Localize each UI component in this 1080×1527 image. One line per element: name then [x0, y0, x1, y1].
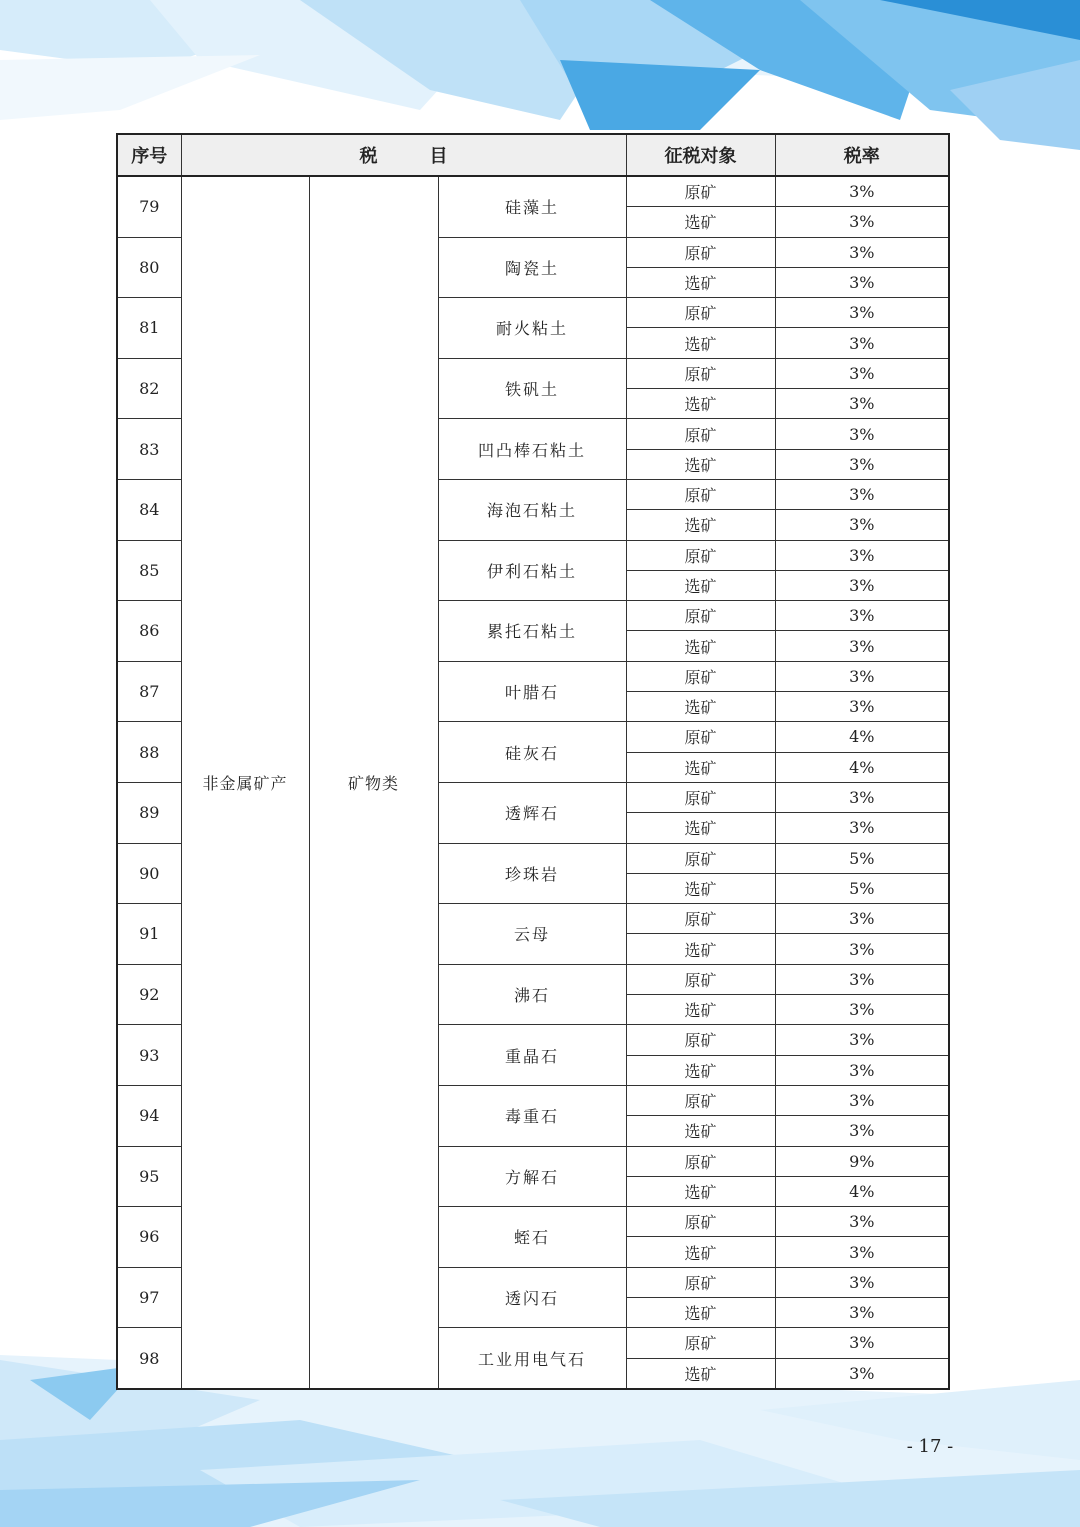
tax-object: 原矿	[626, 601, 775, 631]
tax-object: 原矿	[626, 237, 775, 267]
tax-rate: 9%	[775, 1146, 949, 1176]
tax-rate: 3%	[775, 570, 949, 600]
mineral-name: 凹凸棒石粘土	[438, 419, 626, 480]
row-seq: 88	[117, 722, 181, 783]
tax-rate: 3%	[775, 267, 949, 297]
mineral-name: 重晶石	[438, 1025, 626, 1086]
tax-object: 原矿	[626, 176, 775, 207]
tax-object: 选矿	[626, 934, 775, 964]
table-header-row	[117, 134, 949, 176]
row-seq: 89	[117, 782, 181, 843]
tax-rate: 4%	[775, 722, 949, 752]
tax-rate: 3%	[775, 1358, 949, 1389]
header-seq: 序号	[117, 134, 181, 176]
mineral-tax-table	[116, 133, 950, 1390]
mineral-name: 透辉石	[438, 782, 626, 843]
mineral-name: 叶腊石	[438, 661, 626, 722]
tax-rate: 3%	[775, 207, 949, 237]
header-tax-item-a: 税	[359, 146, 378, 167]
tax-object: 选矿	[626, 752, 775, 782]
row-seq: 79	[117, 176, 181, 237]
mineral-name: 陶瓷土	[438, 237, 626, 298]
mineral-name: 硅灰石	[438, 722, 626, 783]
tax-object: 选矿	[626, 389, 775, 419]
tax-object: 原矿	[626, 904, 775, 934]
tax-object: 选矿	[626, 267, 775, 297]
tax-rate: 5%	[775, 873, 949, 903]
table-row	[117, 176, 949, 207]
mineral-name: 硅藻土	[438, 176, 626, 237]
tax-rate: 3%	[775, 176, 949, 207]
tax-object: 选矿	[626, 510, 775, 540]
tax-object: 原矿	[626, 843, 775, 873]
tax-object: 原矿	[626, 358, 775, 388]
row-seq: 98	[117, 1328, 181, 1389]
tax-object: 原矿	[626, 1085, 775, 1115]
mineral-name: 透闪石	[438, 1267, 626, 1328]
tax-rate: 3%	[775, 479, 949, 509]
tax-object: 选矿	[626, 328, 775, 358]
tax-object: 选矿	[626, 449, 775, 479]
tax-object: 原矿	[626, 479, 775, 509]
tax-object: 原矿	[626, 1025, 775, 1055]
tax-object: 原矿	[626, 964, 775, 994]
tax-object: 选矿	[626, 1297, 775, 1327]
tax-rate: 3%	[775, 419, 949, 449]
row-seq: 91	[117, 904, 181, 965]
tax-object: 原矿	[626, 419, 775, 449]
page-number: - 17 -	[906, 1436, 954, 1457]
tax-object: 原矿	[626, 540, 775, 570]
tax-object: 原矿	[626, 298, 775, 328]
row-seq: 97	[117, 1267, 181, 1328]
row-seq: 84	[117, 479, 181, 540]
tax-object: 原矿	[626, 1267, 775, 1297]
tax-object: 原矿	[626, 661, 775, 691]
header-rate: 税率	[775, 134, 949, 176]
tax-object: 选矿	[626, 207, 775, 237]
header-tax-item-b: 目	[429, 146, 448, 167]
tax-rate: 3%	[775, 1237, 949, 1267]
tax-rate: 3%	[775, 1267, 949, 1297]
tax-rate: 5%	[775, 843, 949, 873]
tax-rate: 3%	[775, 358, 949, 388]
row-seq: 92	[117, 964, 181, 1025]
mineral-name: 海泡石粘土	[438, 479, 626, 540]
mineral-name: 伊利石粘土	[438, 540, 626, 601]
tax-rate: 3%	[775, 1207, 949, 1237]
row-seq: 90	[117, 843, 181, 904]
mineral-name: 毒重石	[438, 1085, 626, 1146]
row-seq: 80	[117, 237, 181, 298]
tax-rate: 4%	[775, 1176, 949, 1206]
row-seq: 87	[117, 661, 181, 722]
tax-rate: 3%	[775, 904, 949, 934]
row-seq: 96	[117, 1207, 181, 1268]
tax-rate: 3%	[775, 328, 949, 358]
tax-rate: 3%	[775, 1055, 949, 1085]
tax-object: 原矿	[626, 1328, 775, 1358]
header-tax-item	[181, 134, 626, 176]
tax-rate: 3%	[775, 1116, 949, 1146]
subcategory-cell: 矿物类	[309, 176, 438, 1389]
tax-rate: 3%	[775, 1085, 949, 1115]
row-seq: 86	[117, 601, 181, 662]
mineral-name: 沸石	[438, 964, 626, 1025]
tax-rate: 3%	[775, 995, 949, 1025]
row-seq: 82	[117, 358, 181, 419]
tax-object: 原矿	[626, 1146, 775, 1176]
tax-object: 原矿	[626, 1207, 775, 1237]
tax-rate: 3%	[775, 510, 949, 540]
tax-rate: 3%	[775, 389, 949, 419]
row-seq: 85	[117, 540, 181, 601]
tax-object: 原矿	[626, 722, 775, 752]
tax-rate: 3%	[775, 964, 949, 994]
tax-rate: 3%	[775, 237, 949, 267]
mineral-name: 耐火粘土	[438, 298, 626, 359]
tax-rate: 3%	[775, 661, 949, 691]
tax-rate: 3%	[775, 631, 949, 661]
tax-rate: 3%	[775, 540, 949, 570]
row-seq: 83	[117, 419, 181, 480]
tax-rate: 3%	[775, 1297, 949, 1327]
category-cell: 非金属矿产	[181, 176, 309, 1389]
tax-rate: 4%	[775, 752, 949, 782]
tax-object: 选矿	[626, 1176, 775, 1206]
header-object: 征税对象	[626, 134, 775, 176]
tax-object: 选矿	[626, 692, 775, 722]
tax-rate: 3%	[775, 692, 949, 722]
tax-object: 选矿	[626, 570, 775, 600]
mineral-name: 珍珠岩	[438, 843, 626, 904]
tax-rate: 3%	[775, 601, 949, 631]
tax-object: 原矿	[626, 782, 775, 812]
tax-rate: 3%	[775, 813, 949, 843]
tax-rate: 3%	[775, 449, 949, 479]
tax-object: 选矿	[626, 1116, 775, 1146]
tax-object: 选矿	[626, 873, 775, 903]
mineral-name: 工业用电气石	[438, 1328, 626, 1389]
tax-rate: 3%	[775, 1025, 949, 1055]
tax-rate: 3%	[775, 1328, 949, 1358]
tax-object: 选矿	[626, 995, 775, 1025]
tax-object: 选矿	[626, 813, 775, 843]
row-seq: 81	[117, 298, 181, 359]
tax-object: 选矿	[626, 1055, 775, 1085]
row-seq: 94	[117, 1085, 181, 1146]
tax-object: 选矿	[626, 631, 775, 661]
tax-rate: 3%	[775, 782, 949, 812]
mineral-name: 蛭石	[438, 1207, 626, 1268]
mineral-name: 铁矾土	[438, 358, 626, 419]
tax-object: 选矿	[626, 1358, 775, 1389]
tax-rate: 3%	[775, 934, 949, 964]
tax-object: 选矿	[626, 1237, 775, 1267]
row-seq: 95	[117, 1146, 181, 1207]
row-seq: 93	[117, 1025, 181, 1086]
mineral-name: 方解石	[438, 1146, 626, 1207]
mineral-name: 云母	[438, 904, 626, 965]
tax-rate: 3%	[775, 298, 949, 328]
mineral-name: 累托石粘土	[438, 601, 626, 662]
